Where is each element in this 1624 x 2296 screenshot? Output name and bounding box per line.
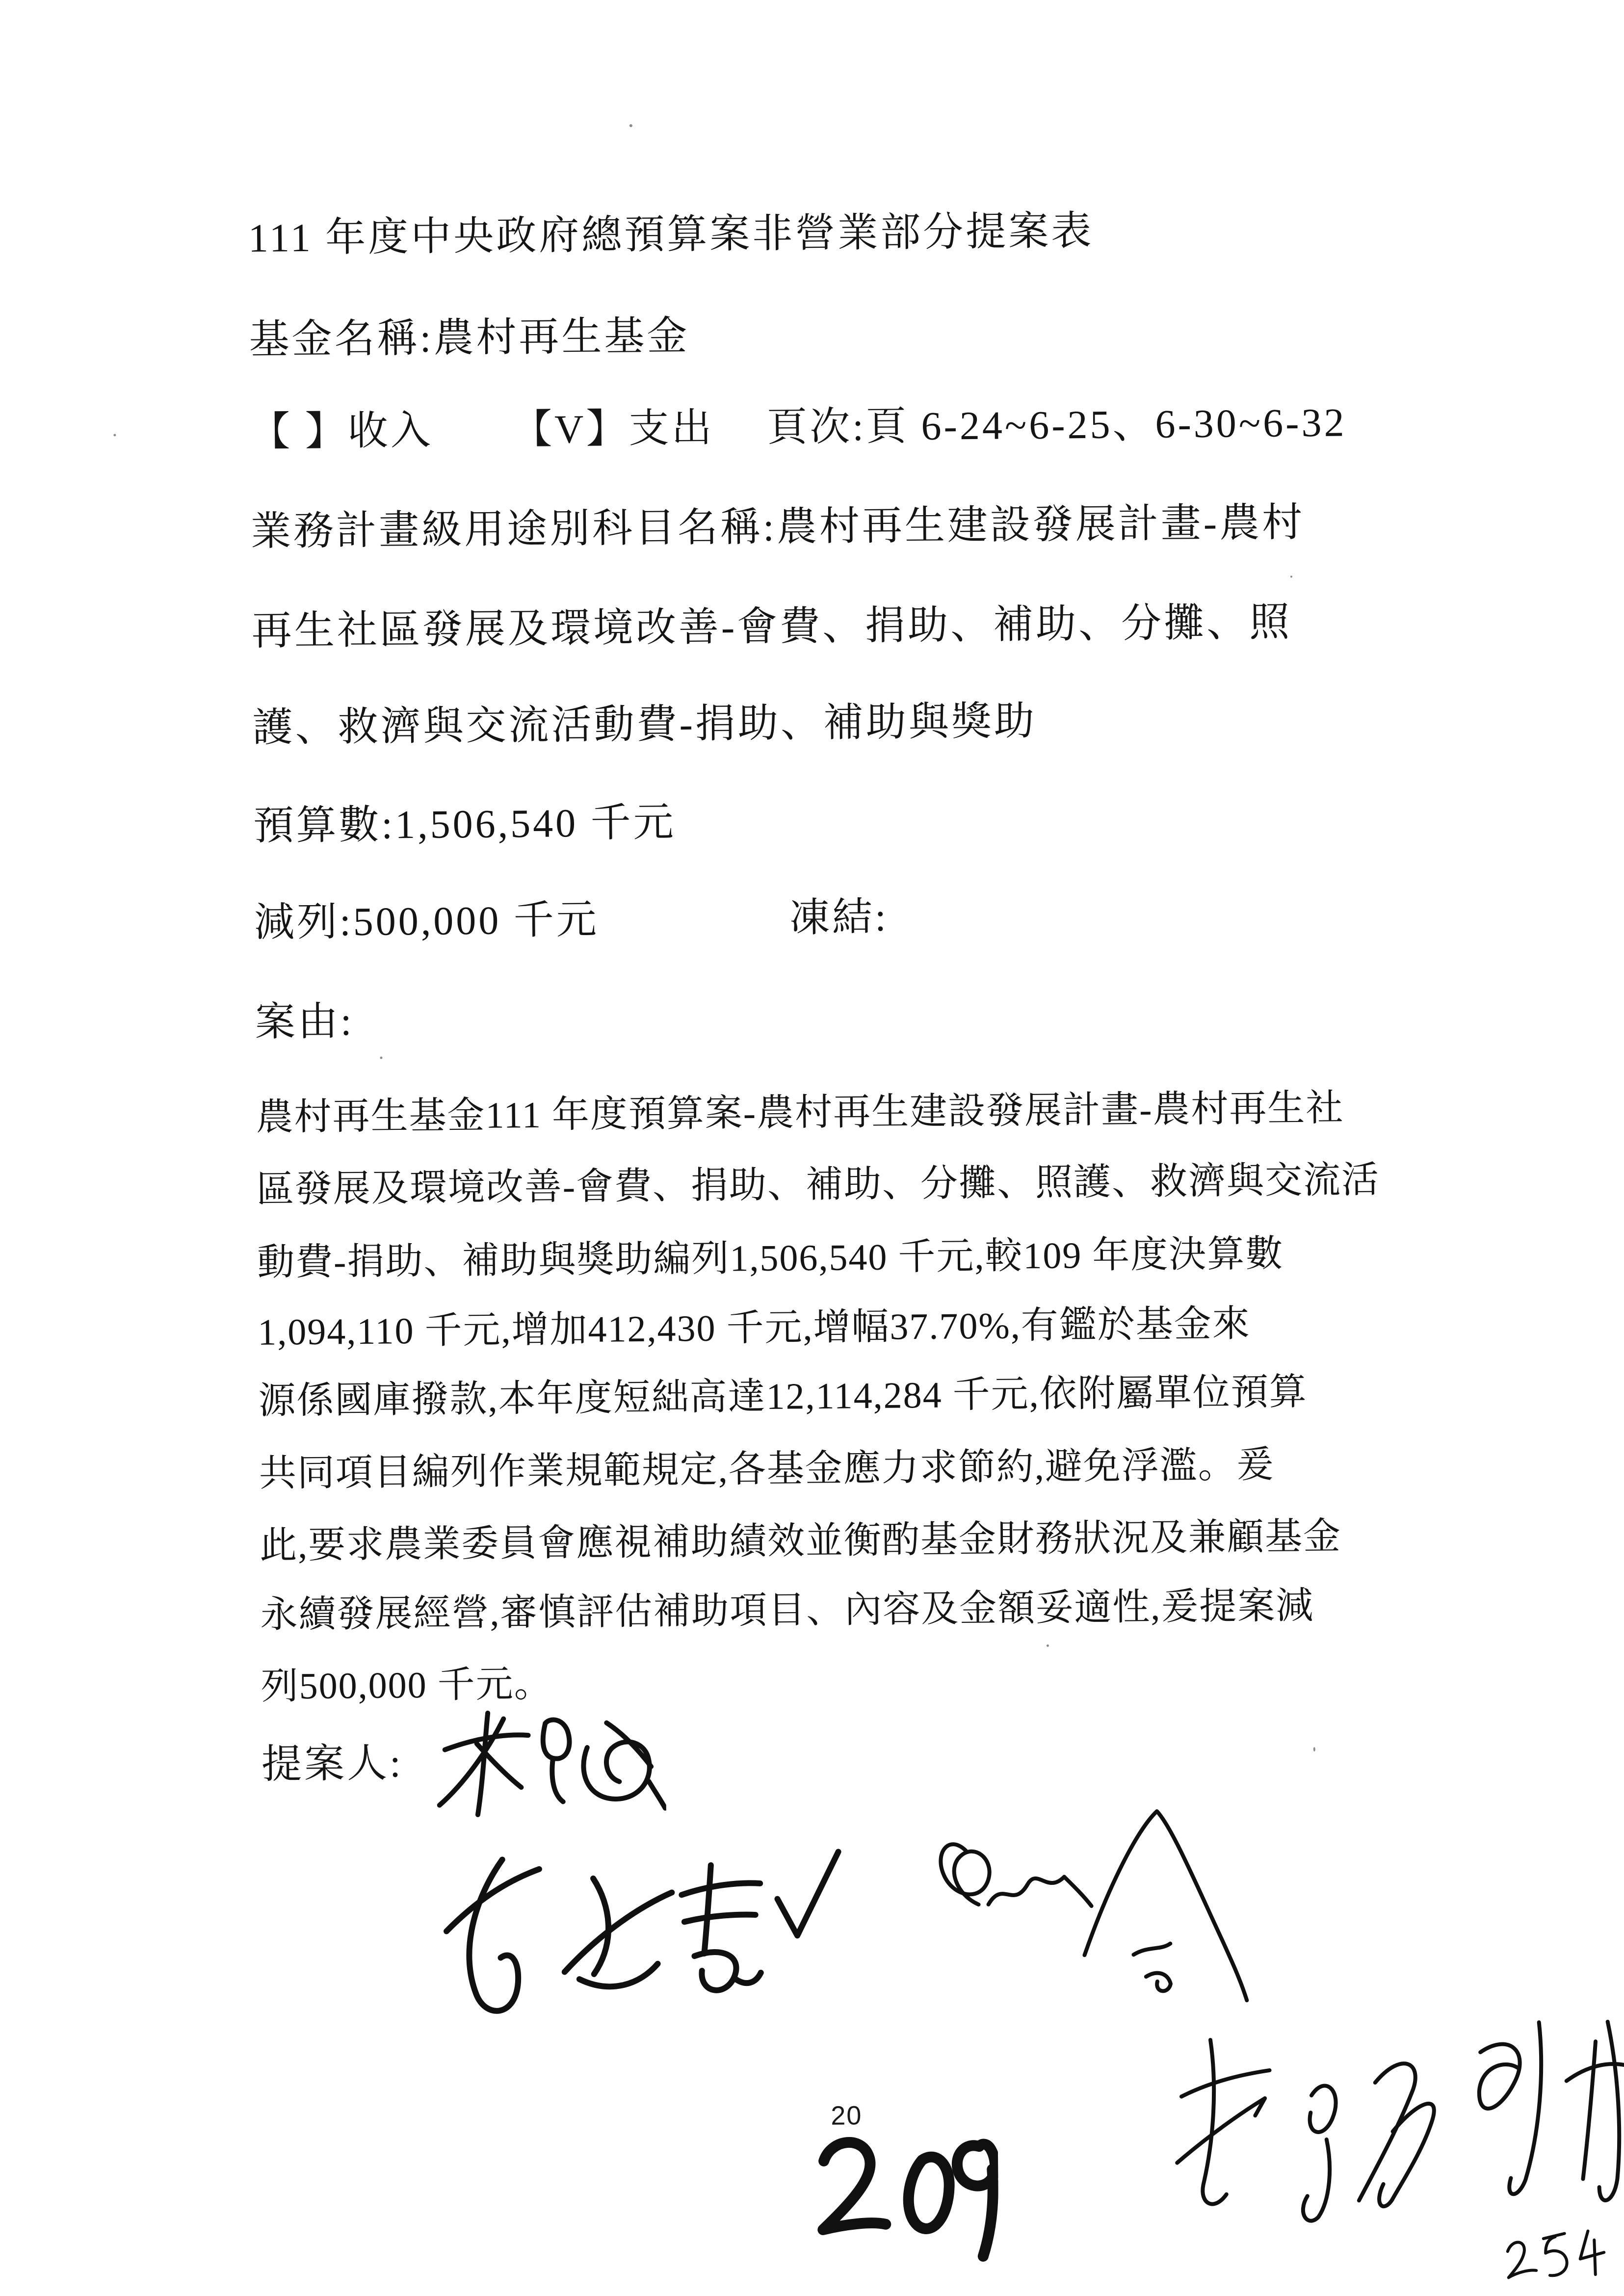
budget-amount-line: 預算數:1,506,540 千元 [253, 800, 676, 848]
subject-line-1: 業務計畫級用途別科目名稱:農村再生建設發展計畫-農村 [250, 500, 1305, 554]
case-body-line: 農村再生基金111 年度預算案-農村再生建設發展計畫-農村再生社 [256, 1087, 1344, 1138]
fund-name-line: 基金名稱:農村再生基金 [249, 313, 690, 362]
scan-noise-dot [113, 434, 116, 436]
case-body-line: 1,094,110 千元,增加412,430 千元,增幅37.70%,有鑑於基金來 [257, 1303, 1251, 1353]
case-body-line: 源係國庫撥款,本年度短絀高達12,114,284 千元,依附屬單位預算 [258, 1371, 1308, 1422]
freeze-label: 凍結: [789, 894, 889, 940]
check-mark-icon [777, 1852, 839, 1936]
scan-noise-dot [1313, 1747, 1315, 1751]
income-checkbox: 【 】收入 [249, 408, 434, 454]
signature-proposer-1-handwriting [430, 1703, 666, 1832]
case-body-line: 共同項目編列作業規範規定,各基金應力求節約,避免浮濫。爰 [259, 1444, 1275, 1494]
case-label: 案由: [255, 999, 355, 1044]
scan-noise-dot [1290, 575, 1292, 577]
scan-noise-dot [1047, 1644, 1049, 1647]
case-body-line: 動費-捐助、補助與獎助編列1,506,540 千元,較109 年度決算數 [257, 1233, 1284, 1283]
document-title: 111 年度中央政府總預算案非營業部分提案表 [248, 208, 1094, 261]
case-body-line: 列500,000 千元。 [261, 1663, 552, 1707]
subject-line-2: 再生社區發展及環境改善-會費、捐助、補助、分攤、照 [251, 600, 1292, 653]
case-body-line: 永續發展經營,審慎評估補助項目、內容及金額妥適性,爰提案減 [260, 1585, 1314, 1636]
signature-proposer-2-handwriting [416, 1829, 855, 2039]
page-reference: 頁次:頁 6-24~6-25、6-30~6-32 [766, 400, 1347, 450]
scan-noise-dot [629, 124, 632, 127]
case-body-line: 此,要求農業委員會應視補助績效並衡酌基金財務狀況及兼顧基金 [259, 1515, 1342, 1566]
reduction-amount-line: 減列:500,000 千元 [254, 897, 600, 945]
case-body-line: 區發展及環境改善-會費、捐助、補助、分攤、照護、救濟與交流活 [256, 1159, 1380, 1210]
expense-checkbox-checked: 【V】支出 [511, 405, 714, 452]
subject-line-3: 護、救濟與交流活動費-捐助、補助與獎助 [252, 698, 1037, 750]
proposer-label: 提案人: [261, 1741, 404, 1787]
printed-page-number: 20 [831, 2101, 863, 2131]
scan-noise-dot [380, 1057, 382, 1059]
handwritten-page-number-209 [796, 2123, 999, 2267]
